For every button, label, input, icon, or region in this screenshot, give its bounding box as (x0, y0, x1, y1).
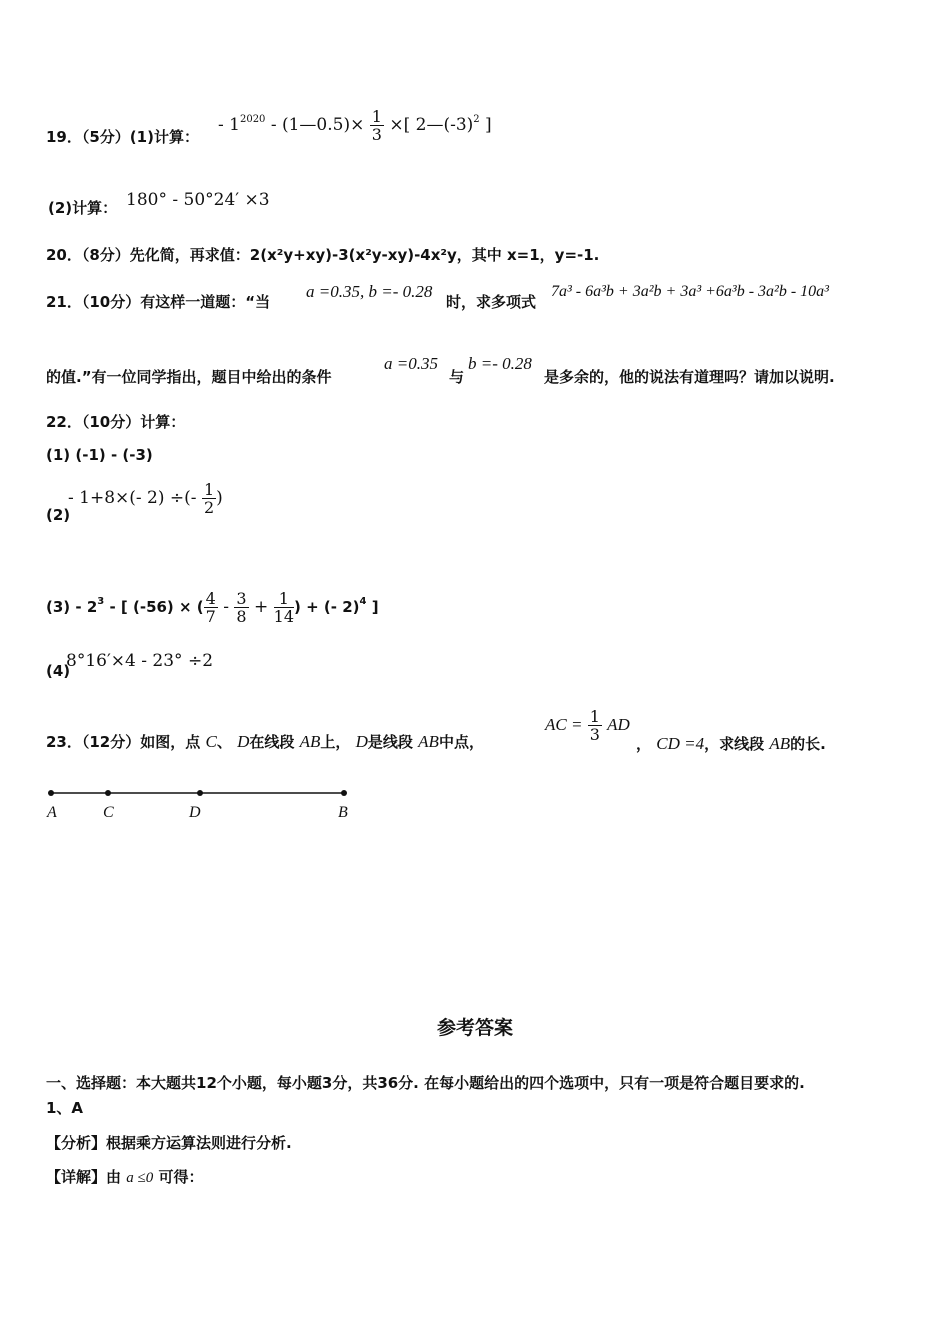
q21-mid: 时，求多项式 (446, 293, 537, 311)
q22-part2-label: (2) (46, 506, 71, 524)
q22-part3: $(3) - 2^3$ - [ (-56) × ( $\frac{4}{7}$ - $\frac{3}{8}$ + $\frac{1}{14}$ ) + (- 2)$^4$ ] (46, 589, 379, 626)
q22-label: 22．（10分）计算： (46, 413, 186, 431)
q22-part2-expr: - 1+8×(- 2) ÷(- $\frac{1}{2}$ ) (68, 480, 223, 517)
q21-condition: a =0.35, b =- 0.28 (306, 282, 433, 301)
q21-cond-a: a =0.35 (384, 354, 438, 373)
q22-part4-expr: 8°16′×4 - 23° ÷2 (66, 651, 214, 671)
q23-equation: AC = $\frac{1}{3}$ AD (545, 707, 630, 744)
answer-1: 1、A (46, 1099, 84, 1117)
answer-detail: 【详解】由 a ≤0 可得： (46, 1168, 204, 1186)
point-b (341, 790, 347, 796)
label-a: A (47, 804, 57, 821)
q21-cond-b: b =- 0.28 (468, 354, 532, 373)
q21-label: 21．（10分）有这样一道题：“当 (46, 293, 271, 311)
q19-label: 19．（5分）(1)计算： (46, 128, 199, 146)
label-b: B (338, 804, 348, 821)
q19-part2-expr: 180° - 50°24′ ×3 (126, 190, 270, 210)
point-a (48, 790, 54, 796)
label-d: D (189, 804, 201, 821)
q19-line (46, 128, 199, 146)
point-d (197, 790, 203, 796)
q22-part2-fraction: $\frac{1}{2}$ (203, 480, 215, 517)
q21-line2b: 与 (449, 368, 465, 386)
q23-fraction: $\frac{1}{3}$ (589, 707, 600, 744)
answers-section: 一、选择题：本大题共12个小题，每小题3分，共36分. 在每小题给出的四个选项中，只有一项是符合题目要求的. (46, 1074, 805, 1092)
point-c (105, 790, 111, 796)
q22-part4-label: (4) (46, 662, 71, 680)
q21-line2a: 的值.”有一位同学指出，题目中给出的条件 (46, 368, 332, 386)
answer-analysis: 【分析】根据乘方运算法则进行分析. (46, 1134, 292, 1152)
segment-diagram (40, 780, 370, 830)
q20-text: 20．（8分）先化简，再求值：2(x²y+xy)-3(x²y-xy)-4x²y，其中 x=1，y=-1. (46, 246, 600, 264)
q19-expr: - $1^{2020}$ - (1—0.5)× $\frac{1}{3}$ ×[ $2—(-3)^2$ ] (218, 107, 492, 144)
q21-line2c: 是多余的，他的说法有道理吗？请加以说明. (544, 368, 835, 386)
q22-part1: (1) (-1) - (-3) (46, 446, 153, 464)
q19-part2-label: (2)计算： (48, 199, 118, 217)
answers-title: 参考答案 (436, 1017, 513, 1039)
q22-part3-fraction-2: $\frac{3}{8}$ (236, 589, 247, 626)
q22-part3-fraction-3: $\frac{1}{14}$ (273, 589, 295, 626)
q23-line: 23．（12分）如图，点 C、 D在线段 AB上， D是线段 AB中点， (46, 732, 484, 751)
q22-part3-fraction-1: $\frac{4}{7}$ (205, 589, 216, 626)
q23-tail: ， CD =4，求线段 AB的长. (636, 734, 826, 753)
q21-polynomial: 7a³ - 6a³b + 3a²b + 3a³ +6a³b - 3a²b - 10a³ (551, 283, 829, 300)
label-c: C (103, 804, 114, 821)
q19-fraction: $\frac{1}{3}$ (371, 107, 382, 144)
